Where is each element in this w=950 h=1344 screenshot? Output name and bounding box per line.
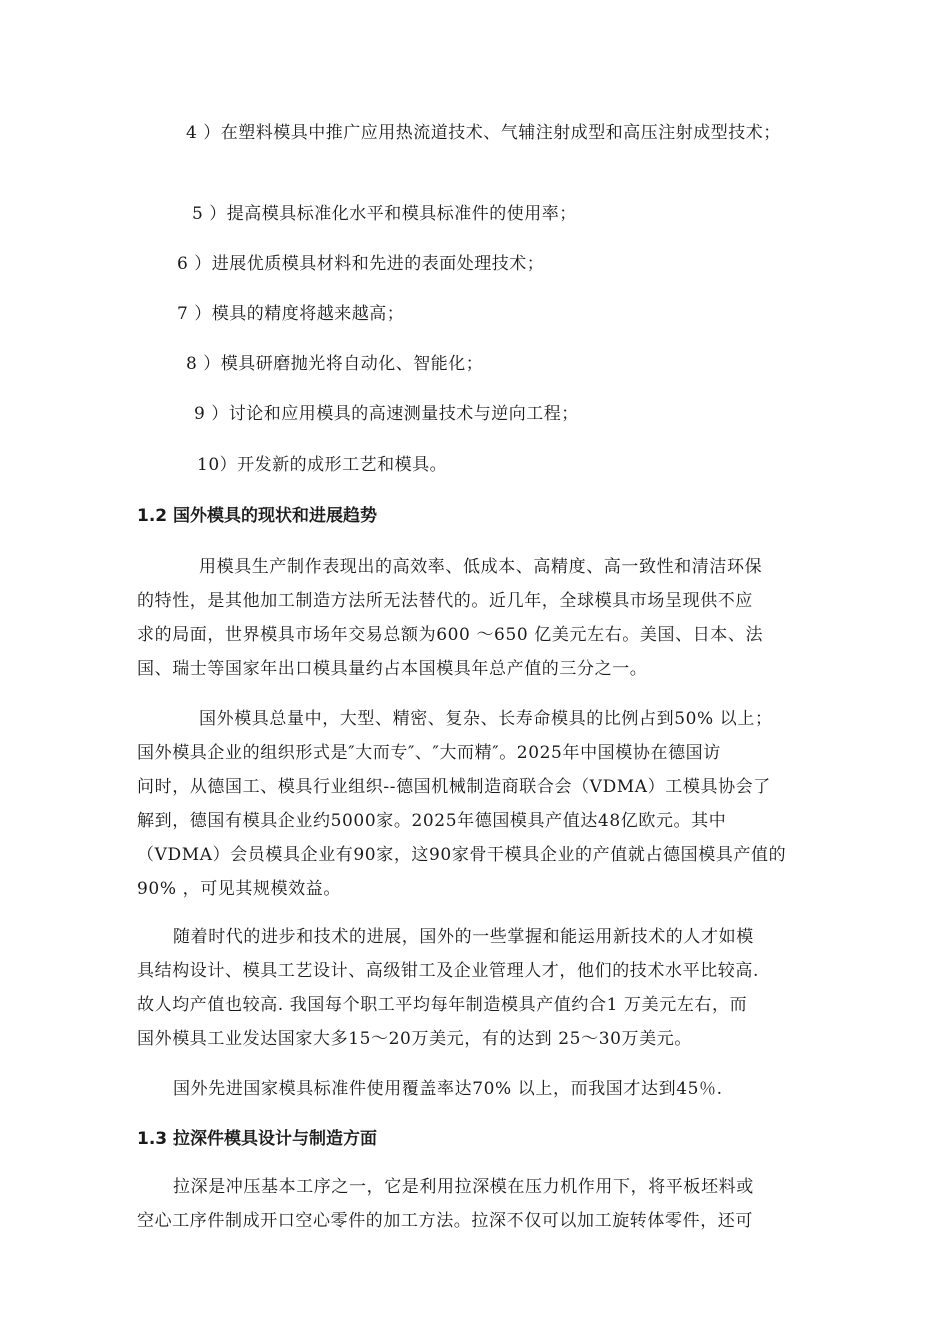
paragraph-1-2-2 (137, 702, 865, 906)
paragraph-1-2-4 (137, 1072, 865, 1106)
text-line: 具结构设计、模具工艺设计、高级钳工及企业管理人才，他们的技术水平比较高. (137, 961, 760, 981)
text-line: 国外先进国家模具标准件使用覆盖率达70% 以上，而我国才达到45％. (173, 1079, 723, 1099)
list-item-6: 6 ）进展优质模具材料和先进的表面处理技术； (177, 254, 545, 274)
list-item-9: 9 ）讨论和应用模具的高速测量技术与逆向工程； (194, 404, 579, 424)
list-item-5: 5 ）提高模具标准化水平和模具标准件的使用率； (192, 204, 577, 224)
text-line: （VDMA）会员模具企业有90家，这90家骨干模具企业的产值就占德国模具产值的 (137, 845, 787, 865)
text-line: 用模具生产制作表现出的高效率、低成本、高精度、高一致性和清洁环保 (199, 557, 763, 577)
text-line: 的特性，是其他加工制造方法所无法替代的。近几年，全球模具市场呈现供不应 (137, 591, 753, 611)
list-item-4: 4 ）在塑料模具中推广应用热流道技术、气辅注射成型和高压注射成型技术； (186, 123, 781, 143)
text-line: 拉深是冲压基本工序之一，它是利用拉深模在压力机作用下，将平板坯料或 (173, 1177, 754, 1197)
text-line: 解到，德国有模具企业约5000家。2025年德国模具产值达48亿欧元。其中 (137, 811, 727, 831)
text-line: 国外模具总量中，大型、精密、复杂、长寿命模具的比例占到50% 以上； (199, 709, 773, 729)
text-line: 空心工序件制成开口空心零件的加工方法。拉深不仅可以加工旋转体零件，还可 (137, 1211, 753, 1231)
list-item-10: 10）开发新的成形工艺和模具。 (197, 455, 448, 475)
text-line: 求的局面，世界模具市场年交易总额为600 ～650 亿美元左右。美国、日本、法 (137, 625, 764, 645)
text-line: 随着时代的进步和技术的进展，国外的一些掌握和能运用新技术的人才如模 (173, 927, 754, 947)
text-line: 国外模具企业的组织形式是″大而专″、″大而精″。2025年中国模协在德国访 (137, 743, 721, 763)
text-line: 国外模具工业发达国家大多15～20万美元，有的达到 25～30万美元。 (137, 1029, 692, 1049)
section-heading-1-3: 1.3 拉深件模具设计与制造方面 (137, 1129, 378, 1149)
paragraph-1-2-1 (137, 550, 865, 686)
text-line: 国、瑞士等国家年出口模具量约占本国模具年总产值的三分之一。 (137, 659, 648, 679)
list-item-7: 7 ）模具的精度将越来越高； (177, 304, 405, 324)
paragraph-1-3-1 (137, 1170, 865, 1238)
text-line: 90% ，可见其规模效益。 (137, 879, 341, 899)
paragraph-1-2-3 (137, 920, 865, 1056)
list-item-8: 8 ）模具研磨抛光将自动化、智能化； (186, 354, 484, 374)
text-line: 故人均产值也较高. 我国每个职工平均每年制造模具产值约合1 万美元左右，而 (137, 995, 748, 1015)
text-line: 问时，从德国工、模具行业组织--德国机械制造商联合会（VDMA）工模具协会了 (137, 777, 771, 797)
section-heading-1-2: 1.2 国外模具的现状和进展趋势 (137, 506, 378, 526)
